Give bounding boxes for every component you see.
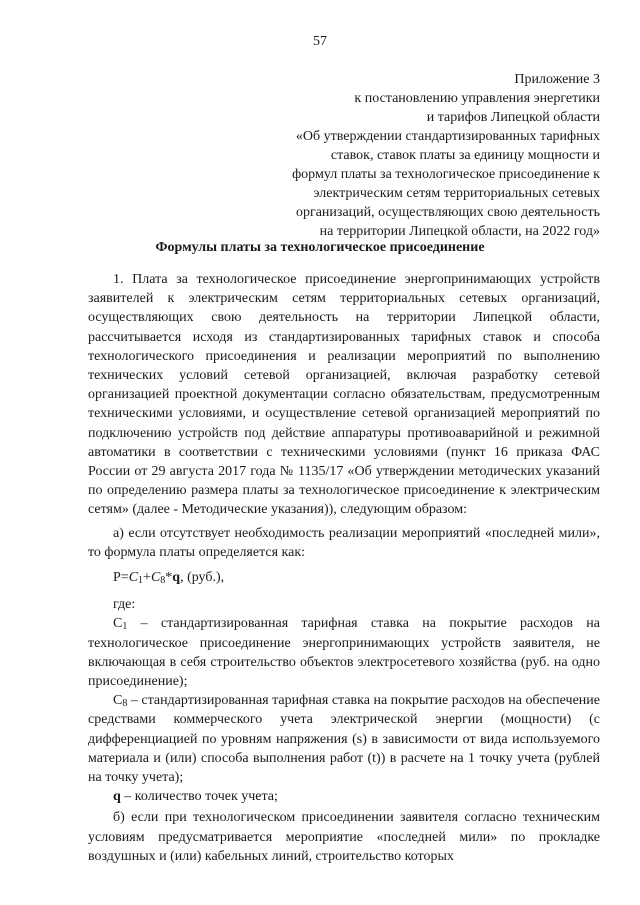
definition-q bbox=[88, 787, 600, 806]
where-label: где: bbox=[113, 597, 136, 613]
appendix-line: на территории Липецкой области, на 2022 год» bbox=[319, 224, 600, 239]
formula-c8: C bbox=[150, 570, 161, 586]
appendix-line: и тарифов Липецкой области bbox=[426, 110, 600, 125]
definition-c8-subscript: 8 bbox=[122, 698, 128, 710]
definition-c1-subscript: 1 bbox=[122, 621, 128, 633]
formula-lhs: P= bbox=[113, 570, 129, 586]
definition-q-text: – количество точек учета; bbox=[120, 789, 278, 805]
definition-c1-text: – стандартизированная тарифная ставка на покрытие расходов на технологическое присоединение энергопринимающих устройств заявителя, не включающая в себя строительство объектов электросетевого хозяйства (руб. на одно присоединение); bbox=[88, 616, 600, 690]
appendix-line: Приложение 3 bbox=[514, 72, 600, 87]
definition-c8-symbol: C bbox=[113, 693, 123, 709]
appendix-line: организаций, осуществляющих свою деятельность bbox=[295, 205, 600, 220]
definition-q-symbol: q bbox=[113, 789, 121, 805]
formula-q: q bbox=[172, 570, 181, 586]
document-title: Формулы платы за технологическое присоединение bbox=[155, 240, 485, 255]
formula-unit: , (руб.), bbox=[180, 570, 225, 586]
page-number: 57 bbox=[313, 34, 327, 49]
formula bbox=[88, 568, 600, 587]
definition-c1 bbox=[88, 614, 600, 691]
formula-mult: * bbox=[165, 570, 173, 586]
formula-c1-subscript: 1 bbox=[138, 575, 144, 587]
appendix-line: «Об утверждении стандартизированных тарифных bbox=[295, 129, 600, 144]
paragraph-1: 1. Плата за технологическое присоединение энергопринимающих устройств заявителей к электрическим сетям территориальных сетевых организаций, осуществляющих свою деятельность на территории Липецкой области, рассчитывается исходя из стандартизированных тарифных ставок и способа технологического присоединения и реализации мероприятий по выполнению технических условий сетевой организацией, включая разработку сетевой организацией проектной документации согласно обязательствам, предусмотренным техническими условиями, и осуществление сетевой организацией мероприятий по подключению устройств под действие аппаратуры противоаварийной и режимной автоматики в соответствии с техническими условиями (пункт 16 приказа ФАС России от 29 августа 2017 года № 1135/17 «Об утверждении методических указаний по определению размера платы за технологическое присоединение к электрическим сетям» (далее - Методические указания)), следующим образом: bbox=[88, 272, 600, 518]
item-b: б) если при технологическом присоединении заявителя согласно техническим условиям предусматривается мероприятие «последней мили» по прокладке воздушных и (или) кабельных линий, строительство которых bbox=[88, 810, 600, 864]
item-a: а) если отсутствует необходимость реализации мероприятий «последней мили», то формула платы определяется как: bbox=[88, 525, 600, 560]
appendix-block bbox=[240, 70, 600, 241]
appendix-line: формул платы за технологическое присоединение к bbox=[292, 167, 600, 182]
appendix-line: к постановлению управления энергетики bbox=[354, 91, 600, 106]
formula-c8-subscript: 8 bbox=[160, 575, 166, 587]
document-body bbox=[88, 270, 600, 866]
appendix-line: ставок, ставок платы за единицу мощности и bbox=[330, 148, 600, 163]
formula-plus: + bbox=[143, 570, 151, 586]
definition-c8-text: – стандартизированная тарифная ставка на покрытие расходов на обеспечение средствами коммерческого учета электрической энергии (мощности) (с дифференциацией по уровням напряжения (s) в зависимости от вида используемого материала и (или) способа выполнения работ (t)) в расчете на 1 точку учета (рублей на точку учета); bbox=[88, 693, 600, 786]
appendix-line: электрическим сетям территориальных сетевых bbox=[313, 186, 600, 201]
definition-c1-symbol: C bbox=[113, 616, 123, 632]
formula-c1: C bbox=[128, 570, 139, 586]
definition-c8 bbox=[88, 691, 600, 787]
